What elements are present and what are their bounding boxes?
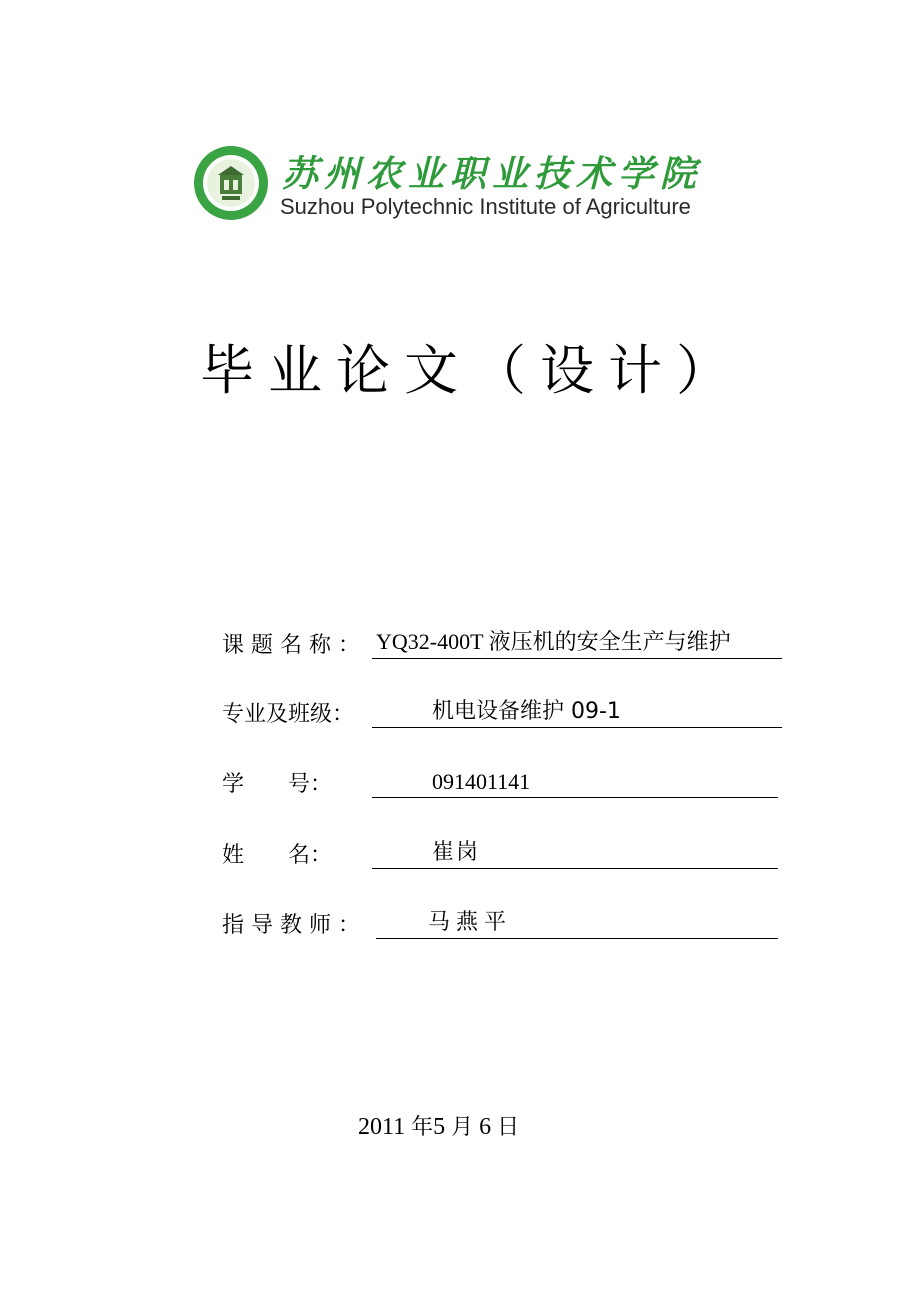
field-value-topic-text: YQ32-400T 液压机的安全生产与维护 — [376, 629, 731, 654]
field-row-advisor — [222, 908, 802, 940]
date-day-unit: 日 — [497, 1115, 520, 1140]
document-title: 毕业论文（设计） — [200, 339, 744, 402]
field-label-major-class: 专业及班级： — [222, 702, 355, 727]
field-value-major-class-text: 机电设备维护 09-1 — [432, 699, 621, 724]
field-value-student-id-text: 091401141 — [432, 769, 531, 794]
school-name-cn: 苏州农业职业技术学院 — [282, 154, 703, 195]
field-row-student-id — [222, 767, 802, 799]
field-label-name: 姓 名： — [222, 843, 333, 868]
field-label-advisor: 指导教师： — [222, 913, 368, 938]
date-year: 2011 — [358, 1114, 406, 1140]
field-value-advisor — [376, 908, 778, 939]
field-value-name — [372, 838, 778, 869]
date-month-unit: 月 — [451, 1115, 474, 1140]
date-year-unit: 年 — [411, 1115, 434, 1140]
field-value-major-class — [372, 697, 782, 728]
field-label-topic: 课题名称： — [222, 633, 368, 658]
school-name-en: Suzhou Polytechnic Institute of Agriculture — [280, 194, 691, 219]
field-row-topic — [222, 628, 802, 660]
school-seal-icon — [192, 144, 270, 222]
field-value-topic — [372, 628, 782, 659]
date-month: 5 — [433, 1114, 446, 1140]
field-row-name — [222, 838, 802, 870]
field-value-name-text: 崔岗 — [432, 840, 481, 865]
field-row-major-class — [222, 697, 802, 729]
school-logo — [192, 144, 752, 224]
date-line — [358, 1110, 519, 1141]
field-value-student-id — [372, 767, 778, 798]
date-day: 6 — [479, 1114, 492, 1140]
field-label-student-id: 学 号： — [222, 772, 333, 797]
field-value-advisor-text: 马燕平 — [428, 910, 513, 935]
